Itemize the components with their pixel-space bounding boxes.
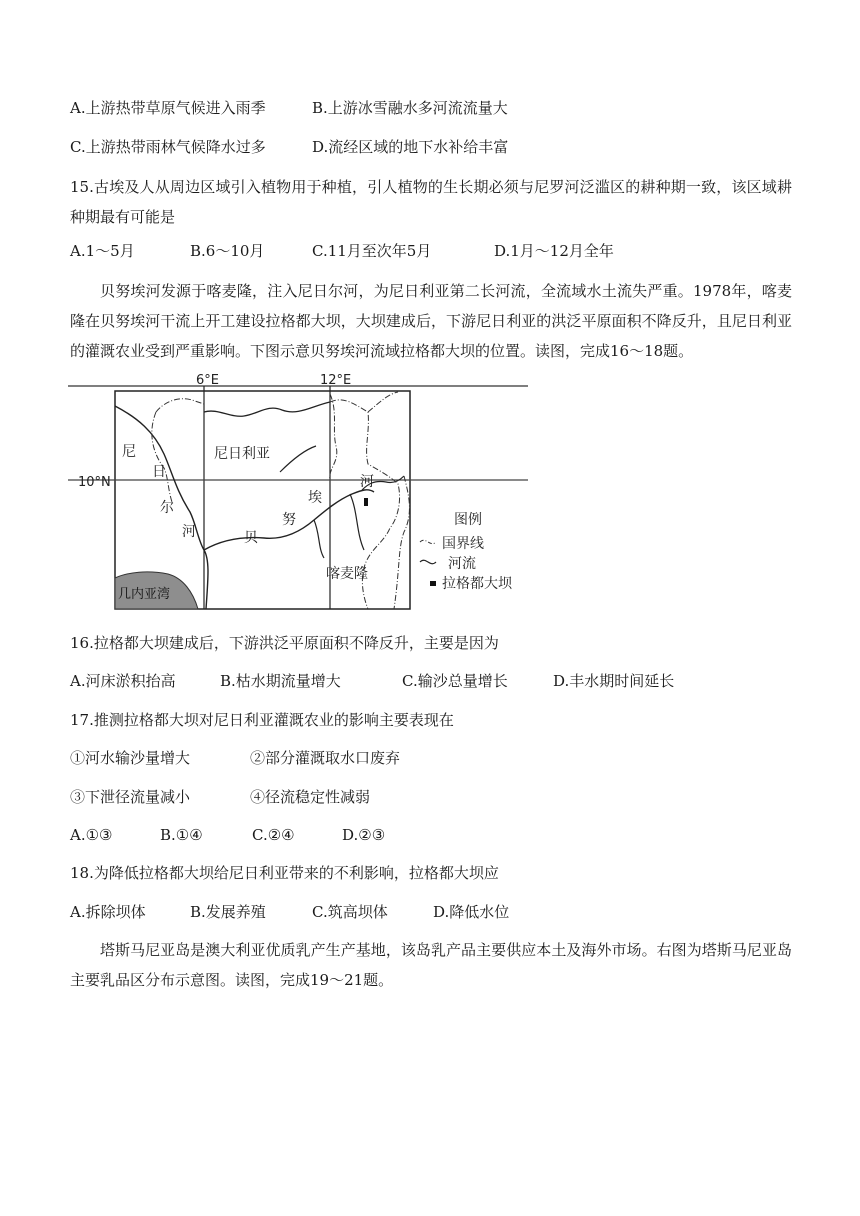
q14-option-b: B.上游冰雪融水多河流流量大 — [312, 99, 508, 117]
legend-border-symbol — [420, 540, 436, 543]
benue-river-char-3: 埃 — [308, 490, 322, 506]
legend-dam-label: 拉格都大坝 — [442, 576, 512, 592]
q17-statement-1: ①河水输沙量增大 — [70, 749, 191, 767]
passage-benue: 贝努埃河发源于喀麦隆，注入尼日尔河，为尼日利亚第二长河流，全流域水土流失严重。1978年，喀麦隆在贝努埃河干流上开工建设拉格都大坝，大坝建成后，下游尼日利亚的洪泛平原面积不降反升，且尼日利亚的灌溉农业受到严重影响。下图示意贝努埃河流域拉格都大坝的位置。读图，完成16～18题。 — [70, 282, 792, 360]
q17-option-a: A.①③ — [70, 826, 113, 844]
benue-river-char-2: 努 — [282, 512, 296, 528]
dam-marker — [364, 498, 368, 506]
legend-river-symbol — [420, 560, 436, 563]
lat-label-10n: 10°N — [78, 475, 111, 490]
q17-option-b: B.①④ — [160, 826, 203, 844]
q15-option-a: A.1～5月 — [70, 242, 135, 260]
lon-label-6e: 6°E — [196, 373, 219, 388]
q18-option-d: D.降低水位 — [433, 903, 510, 921]
benue-river-char-4: 河 — [360, 474, 374, 490]
q16-stem: 16.拉格都大坝建成后，下游洪泛平原面积不降反升，主要是因为 — [70, 634, 499, 652]
q18-stem: 18.为降低拉格都大坝给尼日利亚带来的不利影响，拉格都大坝应 — [70, 864, 499, 882]
niger-river-char-1: 尼 — [122, 444, 136, 460]
q16-option-b: B.枯水期流量增大 — [220, 672, 341, 690]
legend-river-label: 河流 — [448, 556, 476, 572]
niger-river-char-4: 河 — [182, 524, 196, 540]
q15-option-d: D.1月～12月全年 — [494, 242, 614, 260]
q17-option-d: D.②③ — [342, 826, 386, 844]
nigeria-label: 尼日利亚 — [214, 446, 270, 462]
cameroon-label: 喀麦隆 — [326, 566, 368, 582]
niger-river-char-3: 尔 — [160, 500, 174, 516]
q14-option-d: D.流经区域的地下水补给丰富 — [312, 138, 509, 156]
q16-option-a: A.河床淤积抬高 — [70, 672, 176, 690]
q15-option-c: C.11月至次年5月 — [312, 242, 432, 260]
q17-statement-4: ④径流稳定性减弱 — [250, 788, 371, 806]
gulf-of-guinea-label: 几内亚湾 — [118, 587, 171, 602]
q17-statement-2: ②部分灌溉取水口废弃 — [250, 749, 401, 767]
niger-river-char-2: 日 — [152, 464, 166, 480]
q16-option-d: D.丰水期时间延长 — [553, 672, 675, 690]
q15-option-b: B.6～10月 — [190, 242, 265, 260]
legend-dam-symbol — [430, 581, 436, 586]
q14-option-c: C.上游热带雨林气候降水过多 — [70, 138, 266, 156]
benue-river-char-1: 贝 — [244, 530, 258, 546]
q14-option-a: A.上游热带草原气候进入雨季 — [70, 99, 266, 117]
q17-stem: 17.推测拉格都大坝对尼日利亚灌溉农业的影响主要表现在 — [70, 711, 454, 729]
legend-border-label: 国界线 — [442, 536, 484, 552]
q17-statement-3: ③下泄径流量减小 — [70, 788, 191, 806]
legend-title: 图例 — [454, 512, 482, 528]
q17-option-c: C.②④ — [252, 826, 295, 844]
benue-basin-map — [68, 372, 532, 612]
q18-option-c: C.筑高坝体 — [312, 903, 388, 921]
passage-tasmania: 塔斯马尼亚岛是澳大利亚优质乳产生产基地，该岛乳产品主要供应本土及海外市场。右图为塔斯马尼亚岛主要乳品区分布示意图。读图，完成19～21题。 — [70, 941, 792, 989]
lon-label-12e: 12°E — [320, 373, 352, 388]
q16-option-c: C.输沙总量增长 — [402, 672, 508, 690]
q15-stem: 15.古埃及人从周边区域引入植物用于种植，引人植物的生长期必须与尼罗河泛滥区的耕种期一致，该区域耕种期最有可能是 — [70, 178, 792, 226]
q18-option-b: B.发展养殖 — [190, 903, 266, 921]
q18-option-a: A.拆除坝体 — [70, 903, 146, 921]
